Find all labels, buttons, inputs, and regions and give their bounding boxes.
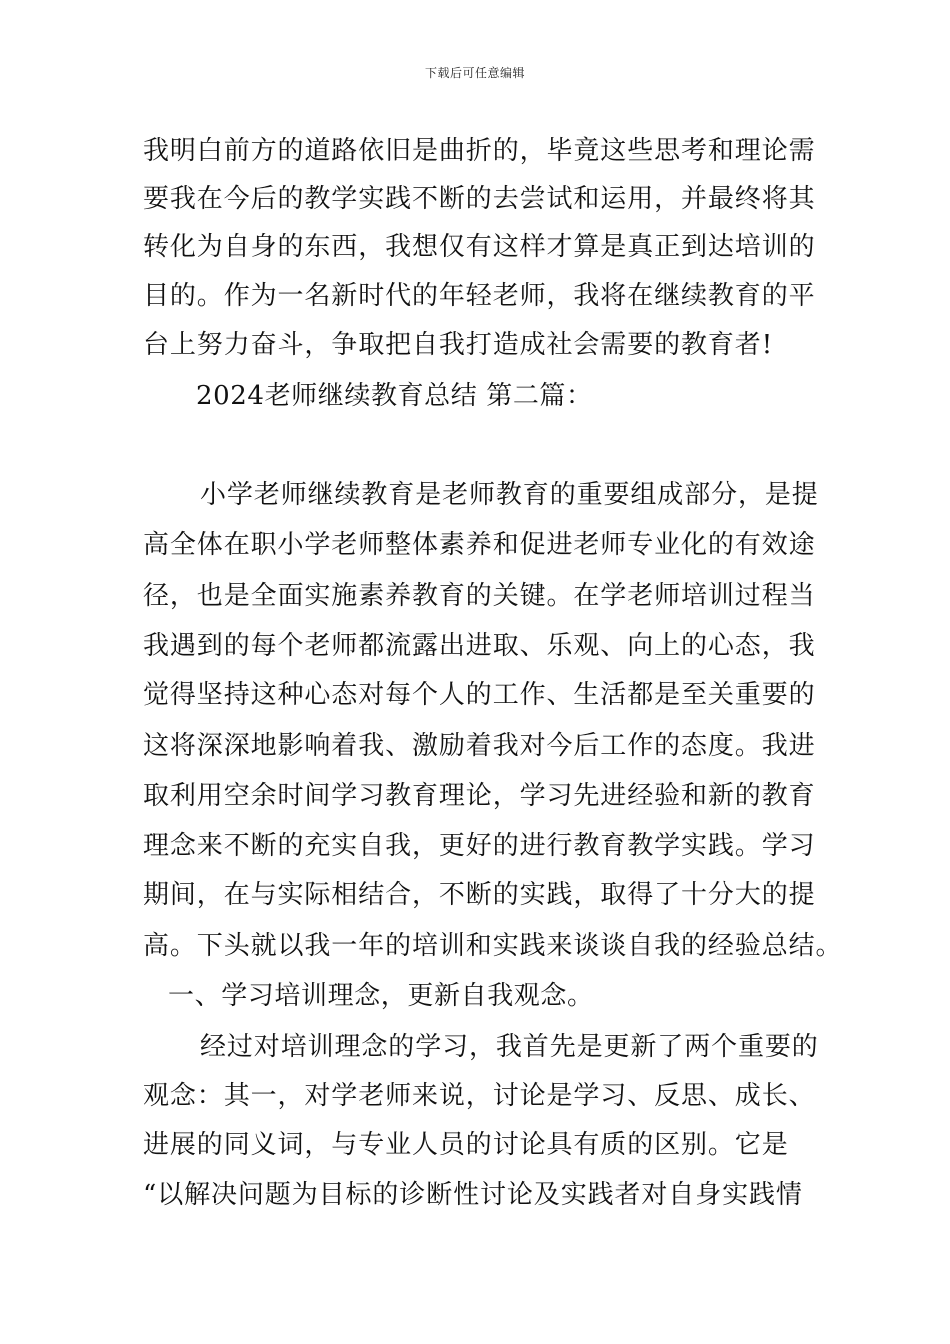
body-line: 觉得坚持这种心态对每个人的工作、生活都是至关重要的 (143, 680, 816, 710)
body-line: 进展的同义词，与专业人员的讨论具有质的区别。它是 (143, 1130, 789, 1160)
body-line: 理念来不断的充实自我，更好的进行教育教学实践。学习 (143, 831, 816, 861)
body-line: 要我在今后的教学实践不断的去尝试和运用，并最终将其 (143, 184, 816, 214)
body-line: 期间，在与实际相结合，不断的实践，取得了十分大的提 (143, 880, 816, 910)
body-line: “以解决问题为目标的诊断性讨论及实践者对自身实践情 (143, 1180, 803, 1210)
body-line: 我遇到的每个老师都流露出进取、乐观、向上的心态，我 (143, 631, 816, 661)
body-line: 这将深深地影响着我、激励着我对今后工作的态度。我进 (143, 731, 816, 761)
body-line: 目的。作为一名新时代的年轻老师，我将在继续教育的平 (143, 281, 816, 311)
subsection-heading: 一、学习培训理念，更新自我观念。 (168, 981, 594, 1011)
body-line: 高全体在职小学老师整体素养和促进老师专业化的有效途 (143, 530, 816, 560)
section-heading: 2024老师继续教育总结 第二篇： (196, 381, 593, 411)
body-line: 我明白前方的道路依旧是曲折的，毕竟这些思考和理论需 (143, 136, 816, 166)
body-line: 径，也是全面实施素养教育的关键。在学老师培训过程当 (143, 581, 816, 611)
page-header: 下载后可任意编辑 (424, 66, 525, 80)
body-line: 台上努力奋斗，争取把自我打造成社会需要的教育者! (143, 330, 774, 360)
body-line: 取利用空余时间学习教育理论，学习先进经验和新的教育 (143, 781, 816, 811)
body-line: 高。下头就以我一年的培训和实践来谈谈自我的经验总结。 (143, 931, 843, 961)
body-line: 转化为自身的东西，我想仅有这样才算是真正到达培训的 (143, 232, 816, 262)
paragraph-first-line: 经过对培训理念的学习，我首先是更新了两个重要的 (200, 1032, 819, 1062)
paragraph-first-line: 小学老师继续教育是老师教育的重要组成部分，是提 (200, 480, 819, 510)
body-line: 观念：其一，对学老师来说，讨论是学习、反思、成长、 (143, 1081, 816, 1111)
